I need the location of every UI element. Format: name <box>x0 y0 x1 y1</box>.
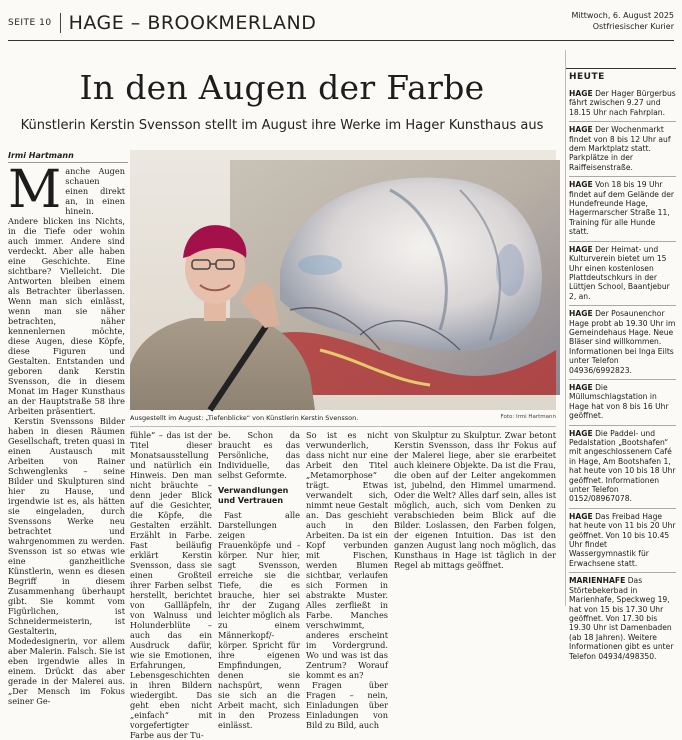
paragraph: von Skulptur zu Skulptur. Zwar betont Kerstin Svensson, dass ihr Fokus auf der Malerei liege, aber sie erarbeitet auch kleinere Objekte. Da ist die Frau, die oben auf der Leiter angekommen ist, jubelnd, den Himmel umarmend. Oder die Welt? Alles darf sein, alles ist möglich, auch, sich vom Denken zu verabschieden beim Blick auf die Bilder. Loslassen, den Farben folgen, der eigenen Intuition. Das ist den ganzen August lang noch möglich, das Kunsthaus in Hage ist täglich in der Regel ab mittags geöffnet. <box>394 430 556 570</box>
event-place: HAGE <box>569 125 593 135</box>
issue-date: Mittwoch, 6. August 2025 <box>571 11 674 20</box>
subheading: Verwandlungen und Vertrauen <box>218 486 289 505</box>
sidebar-heading: HEUTE <box>569 72 605 82</box>
event-text: Der Posaunenchor Hage probt ab 19.30 Uhr im Gemeindehaus Hage. Neue Bläser sind willkommen. Informationen bei Inga Eilts unter Telefon 04936/6992823. <box>569 309 676 375</box>
sidebar-event-item <box>569 426 676 509</box>
sidebar-event-item <box>569 242 676 306</box>
event-text: Der Wochenmarkt findet von 8 bis 12 Uhr auf dem Marktplatz statt. Parkplätze in der Raiffeisenstraße. <box>569 125 671 172</box>
article-photo <box>130 150 556 410</box>
photo-caption: Ausgestellt im August: „Tiefenblicke“ von Künstlerin Kerstin Svensson. Foto: Irmi Hartmann <box>130 414 556 422</box>
sidebar-list <box>566 86 676 665</box>
section-title: HAGE – BROOKMERLAND <box>68 12 317 34</box>
paragraph: So ist es nicht verwunderlich, dass nicht nur eine Arbeit den Titel „Metamorphose“ trägt. Etwas verwandelt sich, nimmt neue Gestalt an. Das geschieht auch in den Arbeiten. Da ist ein Kopf verbunden mit Fischen, werden Blumen sichtbar, verlaufen sich Formen in abstrakte Muster. Alles zerfließt in Farbe. Manches verschwimmt, anderes erscheint im Vordergrund. Wo und was ist das Zentrum? Worauf kommt es an? <box>306 430 388 680</box>
column-5 <box>394 430 556 608</box>
column-3 <box>218 430 300 730</box>
event-place: HAGE <box>569 180 593 190</box>
sidebar-event-item <box>569 122 676 177</box>
paragraph: Kerstin Svenssons Bilder haben in diesen Räumen Gesellschaft, treten quasi in einen Austausch mit Arbeiten von Rainer Schwenglenks – seine Bilder und Skulpturen sind hier zu Hause, und irgendwie ist es, als hätten sie eingeladen, durch Svenssons Werke neu betrachtet und wahrgenommen zu werden. Svensson ist so etwas wie eine ganzheitliche Künstlerin, wenn es diesen Begriff in diesem Zusammenhang überhaupt gibt. Sie kommt vom Figürlichen, ist Schneidermeisterin, ist Gestalterin, Modedesignerin, vor allem aber Malerin. Falsch. Sie ist eben irgendwie alles in einem. Drückt das aber gerade in der Malerei aus. „Der Mensch im Fokus seiner Ge- <box>8 416 125 706</box>
column-1 <box>8 160 125 706</box>
event-text: Die Paddel- und Pedalstation „Bootshafen“ mit angeschlossenem Café in Hage, Am Bootshafen 1, hat heute von 10 bis 18 Uhr geöffnet. Informationen unter Telefon 0152/08967078. <box>569 428 676 504</box>
header-divider <box>60 13 61 33</box>
event-text: Das Freibad Hage hat heute von 11 bis 20 Uhr geöffnet. Von 10 bis 10.45 Uhr findet Wassergymnastik für Erwachsene statt. <box>569 511 676 568</box>
paragraph: fühle“ – das ist der Titel dieser Monatsausstellung und natürlich ein Hinweis. Den man nicht bräuchte – denn jeder Blick auf die Gesichter, die Köpfe, die Gestalten erzählt. Erzählt in Farbe. Fast beiläufig erklärt Kerstin Svensson, dass sie einen Großteil ihrer Farben selbst herstellt, berichtet von Gallläpfeln, von Walnuss und Holunderblüte – auch das ein Ausdruck dafür, wie sie Emotionen, Erfahrungen, Lebensgeschichten in ihren Bildern wiedergibt. Das geht eben nicht „einfach“ mit vorgefertigter Farbe aus der Tu- <box>130 430 212 740</box>
event-place: HAGE <box>569 382 593 392</box>
event-place: HAGE <box>569 244 593 254</box>
page-header <box>8 12 316 34</box>
sidebar-event-item <box>569 306 676 380</box>
paragraph: be. Schon da braucht es das Persönliche, das Individuelle, das selbst Geformte. <box>218 430 300 480</box>
event-text: Die Müllumschlagstation in Hage hat von 8 bis 16 Uhr geöffnet. <box>569 382 669 421</box>
event-place: HAGE <box>569 309 593 319</box>
event-text: Der Heimat- und Kulturverein bietet um 15 Uhr einen kostenlosen Plattdeutschkurs in der Lüttjen School, Baantjebur 2, an. <box>569 244 670 301</box>
photo-credit: Foto: Irmi Hartmann <box>500 414 556 420</box>
caption-rule <box>130 426 556 427</box>
header-meta <box>572 10 674 32</box>
author: Irmi Hartmann <box>8 151 74 160</box>
lead-paragraph: Manche Augen schauen einen direkt an, in einen hinein. Andere blicken ins Nichts, in die Tiefe oder wohin auch immer. Andere sind verdeckt. Aber alle haben eine Geschichte. Eine sichtbare? Vielleicht. Die Antworten bleiben einem als Betrachter überlassen. Wenn man sich einlässt, wenn man sie näher betrachten, näher kennenlernen möchte, diese Augen, diese Köpfe, diese Figuren und Gestalten. Entstanden und geboren dank Kerstin Svensson, die in diesem Monat im Hager Kunsthaus an der Hauptstraße 58 ihre Arbeiten präsentiert. <box>8 160 125 416</box>
events-sidebar <box>565 50 676 661</box>
column-2 <box>130 430 212 740</box>
event-place: HAGE <box>569 89 593 98</box>
paragraph: Fast alle Darstellungen zeigen Frauenköpfe und -körper. Nur hier, sagt Svensson, erreiche sie die Tiefe, die es brauche, hier sei ihr der Zugang leichter möglich als zu einem Männerkopf/-körper. Spricht für ihre eigenen Empfindungen, denen sie nachspürt, wenn sie sich an die Arbeit macht, sich in den Prozess einlässt. <box>218 510 300 730</box>
subheadline: Künstlerin Kerstin Svensson stellt im August ihre Werke im Hager Kunsthaus aus <box>20 118 544 133</box>
sidebar-event-item <box>569 86 676 122</box>
artwork-photo-illustration <box>130 150 556 410</box>
column-4 <box>306 430 388 730</box>
sidebar-event-item <box>569 509 676 573</box>
paragraph: Fragen über Fragen – nein, Einladungen über Einladungen von Bild zu Bild, auch <box>306 680 388 730</box>
event-place: HAGE <box>569 511 593 521</box>
event-place: HAGE <box>569 428 593 438</box>
event-text: Von 18 bis 19 Uhr findet auf dem Gelände der Hundefreunde Hage, Hagermarscher Straße 11, Training für alle Hunde statt. <box>569 180 674 237</box>
event-text: Das Störtebekerbad in Marienhafe, Speckweg 19, hat von 15 bis 17.30 Uhr geöffnet. Von 17.30 bis 19.30 Uhr ist Damenbaden (ab 18 Jahren). Weitere Informationen gibt es unter Telefon 04934/498350. <box>569 576 674 661</box>
dropcap: M <box>8 160 62 220</box>
event-place: MARIENHAFE <box>569 576 626 586</box>
newspaper-name: Ostfriesischer Kurier <box>592 22 674 31</box>
header-rule <box>8 40 674 41</box>
headline: In den Augen der Farbe <box>79 68 485 107</box>
sidebar-rule <box>566 68 676 69</box>
event-text: Der Hager Bürgerbus fährt zwischen 9.27 und 18.15 Uhr nach Fahrplan. <box>569 89 676 117</box>
sidebar-event-item <box>569 177 676 241</box>
page-number: SEITE 10 <box>8 18 52 28</box>
article <box>8 48 556 740</box>
sidebar-event-item <box>569 573 676 665</box>
sidebar-event-item <box>569 380 676 426</box>
